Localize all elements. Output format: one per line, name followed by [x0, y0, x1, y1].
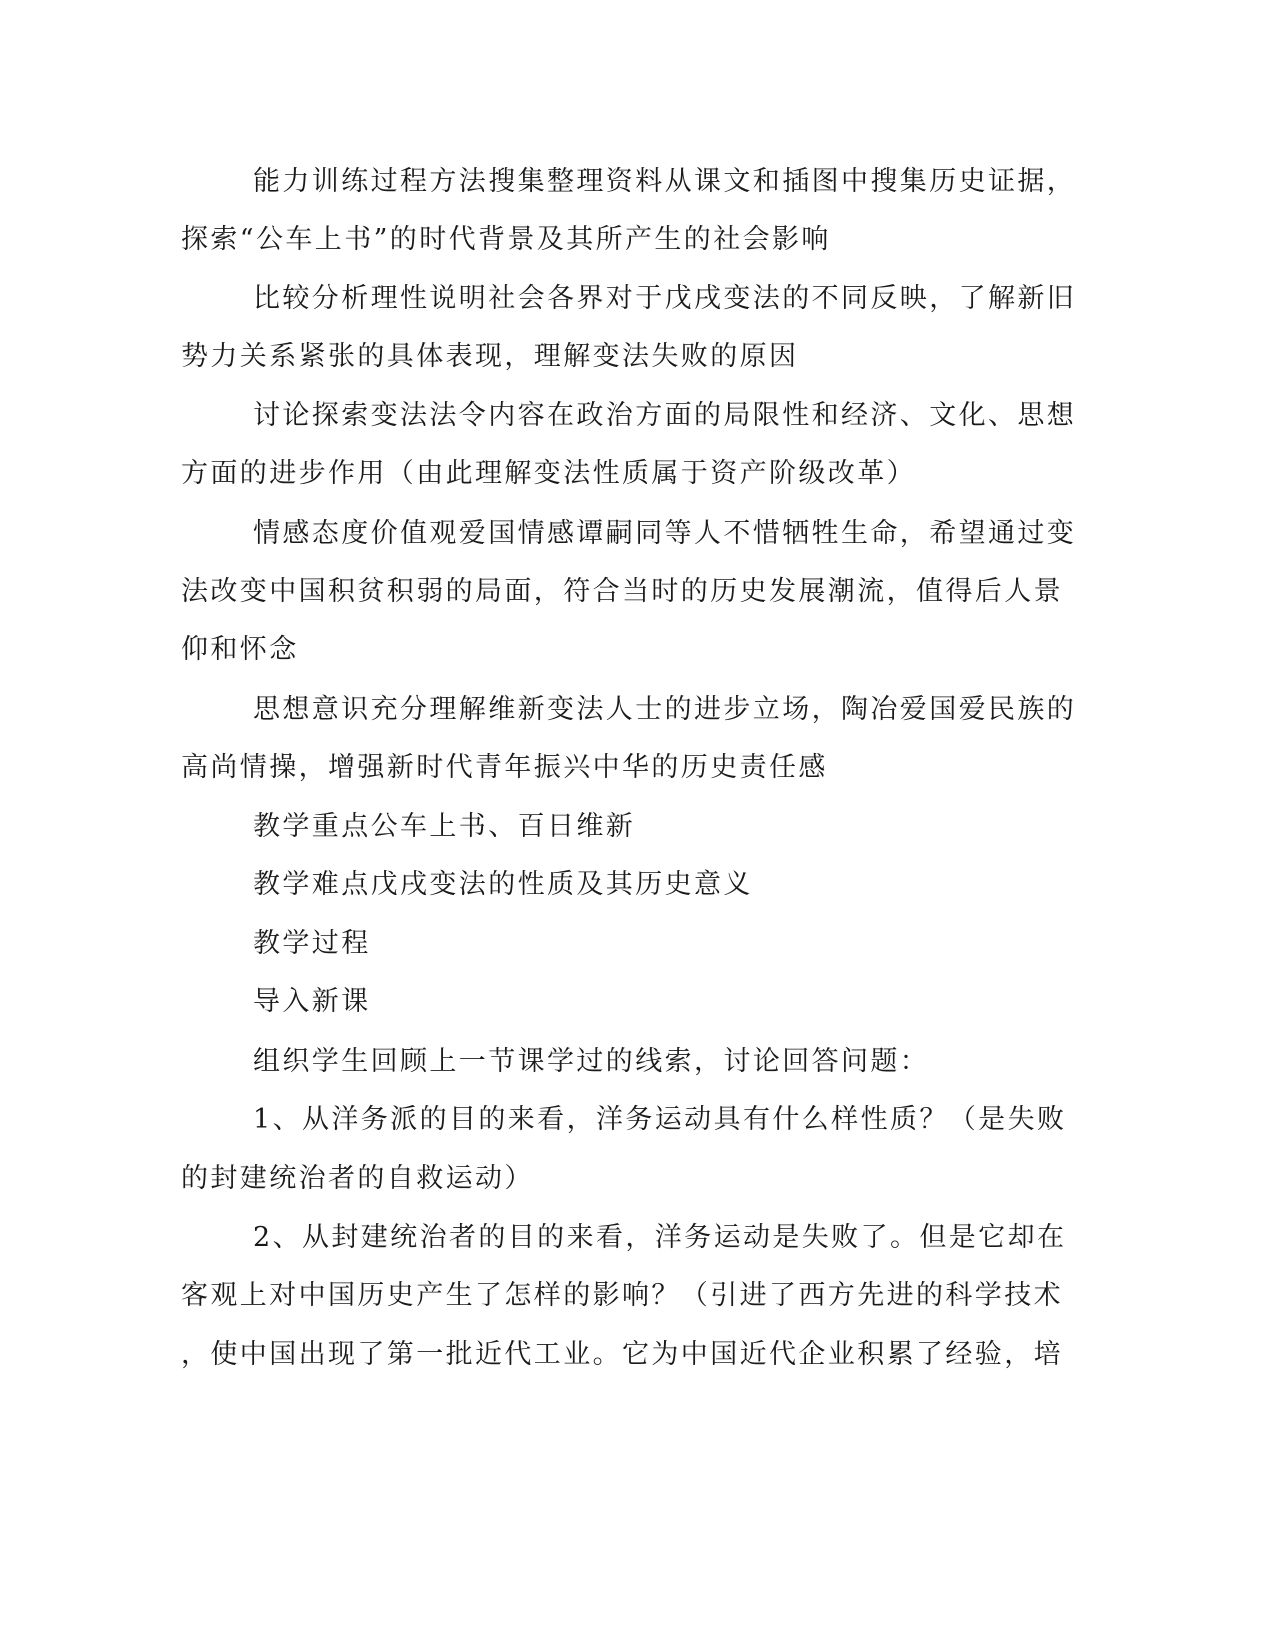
- text-line: 仰和怀念: [181, 634, 299, 665]
- text-line: 组织学生回顾上一节课学过的线索，讨论回答问题：: [253, 1046, 930, 1077]
- text-line: 探索“公车上书”的时代背景及其所产生的社会影响: [181, 224, 831, 255]
- text-line: 比较分析理性说明社会各界对于戊戌变法的不同反映，了解新旧: [253, 283, 1077, 314]
- text-line: 讨论探索变法法令内容在政治方面的局限性和经济、文化、思想: [253, 400, 1077, 431]
- text-line: 法改变中国积贫积弱的局面，符合当时的历史发展潮流，值得后人景: [181, 576, 1063, 607]
- text-line: ，使中国出现了第一批近代工业。它为中国近代企业积累了经验，培: [181, 1339, 1063, 1370]
- heading-line: 教学过程: [253, 928, 371, 959]
- text-line: 思想意识充分理解维新变法人士的进步立场，陶冶爱国爱民族的: [253, 694, 1077, 725]
- text-line: 势力关系紧张的具体表现，理解变法失败的原因: [181, 341, 799, 372]
- text-line: 的封建统治者的自救运动）: [181, 1163, 534, 1194]
- heading-line: 导入新课: [253, 986, 371, 1017]
- text-line: 客观上对中国历史产生了怎样的影响？（引进了西方先进的科学技术: [181, 1280, 1063, 1311]
- text-line: 高尚情操，增强新时代青年振兴中华的历史责任感: [181, 752, 828, 783]
- text-line: 1、从洋务派的目的来看，洋务运动具有什么样性质？（是失败: [253, 1104, 1067, 1135]
- heading-line: 教学难点戊戌变法的性质及其历史意义: [253, 869, 753, 900]
- text-line: 2、从封建统治者的目的来看，洋务运动是失败了。但是它却在: [253, 1222, 1067, 1253]
- text-line: 方面的进步作用（由此理解变法性质属于资产阶级改革）: [181, 458, 916, 489]
- text-line: 情感态度价值观爱国情感谭嗣同等人不惜牺牲生命，希望通过变: [253, 518, 1077, 549]
- heading-line: 教学重点公车上书、百日维新: [253, 811, 636, 842]
- text-line: 能力训练过程方法搜集整理资料从课文和插图中搜集历史证据，: [253, 166, 1077, 197]
